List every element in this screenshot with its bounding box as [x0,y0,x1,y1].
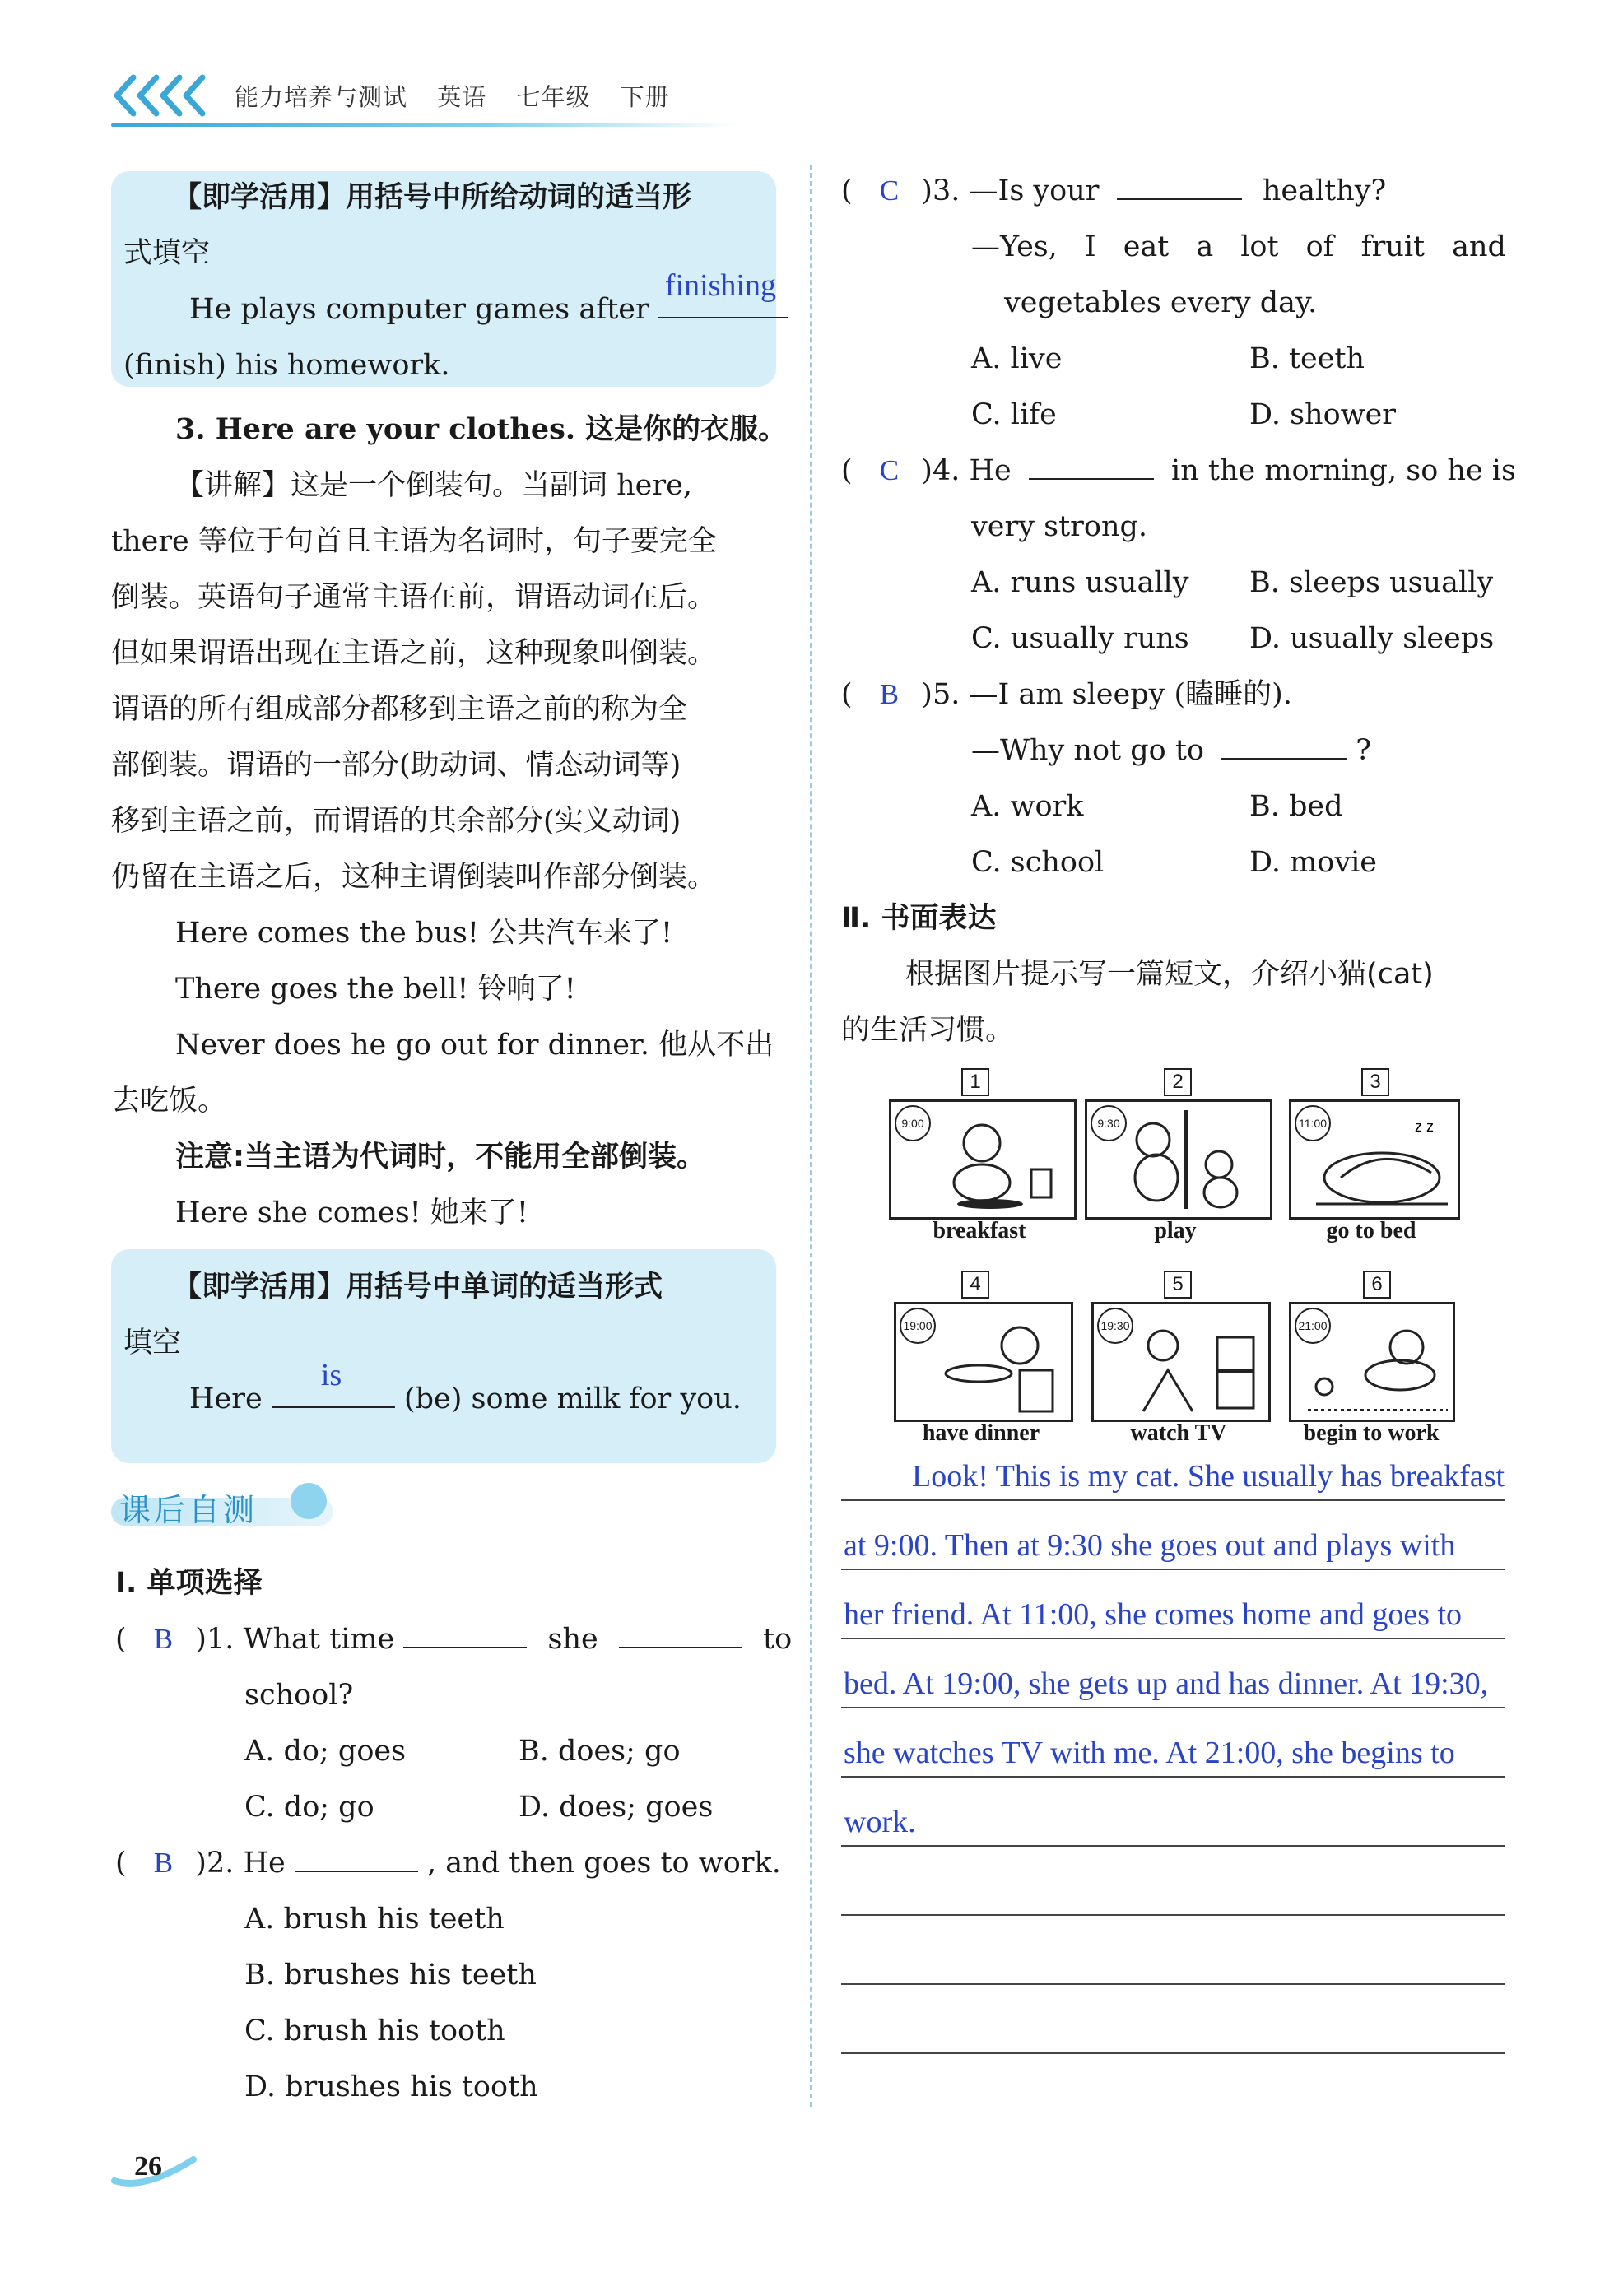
picture-4-number: 4 [961,1271,989,1299]
q5-option-b: B. bed [1249,790,1343,823]
leaf-icon [291,1483,327,1519]
example-2: There goes the bell! 铃响了! [175,973,576,1006]
essay-line-6: work. [844,1805,916,1839]
section2-heading: Ⅱ. 书面表达 [841,902,997,935]
q5-row [841,667,1292,723]
q5-paren-open: ( [841,678,853,711]
picture-2-caption: play [1154,1218,1197,1243]
q1-answer: B [153,1623,174,1655]
box2-sentence [189,1358,742,1427]
q1-paren-open: ( [115,1623,127,1656]
q4-option-b: B. sleeps usually [1249,566,1494,599]
q1-blank-1 [403,1615,527,1648]
page-number-badge [111,2148,202,2194]
q3-stem-b: healthy? [1262,174,1387,207]
q3-w6: of [1305,230,1334,263]
picture-5 [1091,1302,1271,1422]
q4-stem-a: He [969,454,1012,487]
q3-stem-a: —Is your [969,174,1100,207]
q3-num: )3. [921,174,960,207]
q3-w7: fruit [1360,230,1426,263]
header-book: 能力培养与测试 [235,83,408,111]
svg-text:z z: z z [1415,1118,1435,1135]
q4-option-d: D. usually sleeps [1249,622,1495,655]
after-class-banner [111,1480,333,1527]
picture-1-number: 1 [961,1068,989,1096]
page-number: 26 [134,2151,162,2182]
picture-4 [894,1302,1073,1422]
picture-5-tv-icon [1094,1304,1268,1420]
q2-blank [295,1839,418,1872]
writing-line-3 [841,1638,1505,1639]
q3-w8: and [1452,230,1506,263]
picture-6-number: 6 [1363,1271,1391,1299]
q1-option-b: B. does; go [519,1735,681,1768]
explain-heading: 3. Here are your clothes. 这是你的衣服。 [175,412,788,446]
box2-pre: Here [189,1383,263,1415]
picture-1-clock: 9:00 [895,1105,931,1141]
picture-6-caption: begin to work [1303,1420,1440,1446]
q5-option-d: D. movie [1249,846,1378,879]
q2-option-b: B. brushes his teeth [244,1959,537,1992]
q1-option-d: D. does; goes [519,1791,714,1824]
q2-answer: B [153,1847,174,1879]
box2-title: 【即学活用】用括号中单词的适当形式 [173,1271,663,1304]
box1-blank [658,268,788,318]
box1-title-cont: 式填空 [123,237,211,270]
picture-3-clock: 11:00 [1295,1105,1331,1141]
header-title [235,79,670,113]
picture-5-clock: 19:30 [1097,1308,1133,1344]
q5-stem-c: ? [1356,734,1372,767]
q1-option-a: A. do; goes [244,1735,407,1768]
essay-line-5: she watches TV with me. At 21:00, she begins to [844,1736,1455,1770]
picture-5-caption: watch TV [1130,1420,1227,1446]
q1-row [115,1611,793,1667]
picture-4-caption: have dinner [922,1420,1040,1446]
picture-6-cat-mouse-icon [1291,1304,1453,1420]
q4-num: )4. [921,454,960,487]
explain-line-1: 【讲解】这是一个倒装句。当副词 here, [175,469,692,502]
explain-line-7: 移到主语之前，而谓语的其余部分(实义动词) [111,805,681,838]
q4-option-c: C. usually runs [971,622,1189,655]
box2-post: (be) some milk for you. [403,1383,742,1415]
picture-1 [889,1099,1077,1220]
essay-line-2: at 9:00. Then at 9:30 she goes out and plays with [844,1528,1456,1563]
writing-line-6 [841,1845,1505,1847]
q4-blank [1029,447,1154,480]
picture-6 [1289,1302,1455,1422]
essay-line-4: bed. At 19:00, she gets up and has dinner. At 19:30, [844,1666,1489,1701]
writing-line-9 [841,2052,1505,2054]
q1-option-c: C. do; go [244,1791,374,1824]
q2-stem-b: , and then goes to work. [427,1847,781,1880]
section2-prompt: 根据图片提示写一篇短文，介绍小猫(cat) [905,958,1434,991]
picture-6-clock: 21:00 [1295,1308,1331,1344]
q2-option-a: A. brush his teeth [244,1903,505,1936]
writing-line-1 [841,1499,1505,1501]
q5-option-a: A. work [971,790,1084,823]
picture-3-caption: go to bed [1326,1218,1416,1243]
q4-row [841,443,1516,499]
q3-w3: eat [1123,230,1170,263]
header-rule [111,123,737,127]
after-class-label: 课后自测 [119,1492,258,1528]
q1-blank-2 [619,1615,742,1648]
q5-line-2 [971,723,1371,779]
q4-stem-2: very strong. [971,510,1148,543]
q5-stem-a: —I am sleepy (瞌睡的). [969,678,1292,711]
example-3-cont: 去吃饭。 [111,1085,227,1118]
picture-2 [1085,1099,1272,1220]
box1-sentence-end: (finish) his homework. [123,349,450,382]
essay-line-1: Look! This is my cat. She usually has breakfast [912,1459,1505,1494]
q2-num: )2. [195,1847,235,1880]
q3-option-c: C. life [971,398,1057,431]
picture-2-number: 2 [1164,1068,1192,1096]
example-4: Here she comes! 她来了! [175,1197,528,1229]
writing-line-8 [841,1983,1505,1985]
picture-1-cat-icon [891,1102,1074,1217]
header-grade: 七年级 [516,83,591,111]
header-subject: 英语 [437,83,487,111]
box2-blank [272,1358,395,1408]
q4-stem-b: in the morning, so he is [1171,454,1516,487]
writing-line-5 [841,1776,1505,1778]
picture-5-number: 5 [1164,1271,1192,1299]
q3-blank [1117,167,1242,200]
box2-title-cont: 填空 [123,1327,182,1359]
q2-paren-open: ( [115,1847,127,1880]
explain-line-4: 但如果谓语出现在主语之前，这种现象叫倒装。 [111,637,717,670]
q3-answer: C [879,174,900,207]
explain-line-5: 谓语的所有组成部分都移到主语之前的称为全 [111,693,688,726]
q2-option-c: C. brush his tooth [244,2015,505,2047]
writing-line-7 [841,1914,1505,1916]
header-chevrons-icon [109,71,216,123]
q4-paren-open: ( [841,454,853,487]
q1-stem-a: What time [243,1623,395,1656]
q1-stem-2: school? [244,1679,354,1712]
picture-4-clock: 19:00 [900,1308,936,1344]
q3-option-a: A. live [971,342,1063,375]
explain-line-3: 倒装。英语句子通常主语在前，谓语动词在后。 [111,581,717,614]
picture-4-dinner-icon [896,1304,1071,1420]
q5-num: )5. [921,678,960,711]
header-volume: 下册 [620,83,670,111]
q3-w5: lot [1240,230,1279,263]
note: 注意:当主语为代词时，不能用全部倒装。 [175,1141,705,1174]
essay-line-3: her friend. At 11:00, she comes home and goes to [844,1597,1463,1632]
q1-stem-c: to [763,1623,793,1656]
picture-2-clock: 9:30 [1091,1105,1127,1141]
q3-w2: I [1084,230,1096,263]
picture-1-caption: breakfast [933,1218,1026,1243]
explain-line-8: 仍留在主语之后，这种主谓倒装叫作部分倒装。 [111,861,717,894]
writing-line-4 [841,1707,1505,1708]
q4-option-a: A. runs usually [971,566,1189,599]
q3-line-3: vegetables every day. [1004,286,1318,319]
q4-answer: C [879,454,900,486]
q3-line-2 [971,219,1506,275]
q3-paren-open: ( [841,174,853,207]
example-1: Here comes the bus! 公共汽车来了! [175,917,673,950]
section1-heading: Ⅰ. 单项选择 [115,1567,263,1600]
q5-stem-b: —Why not go to [971,734,1204,767]
explain-line-6: 部倒装。谓语的一部分(助动词、情态动词等) [111,749,681,782]
q5-blank [1221,727,1347,760]
box1-answer: finishing [664,268,776,303]
box2-answer: is [320,1358,342,1392]
column-separator [810,165,812,2107]
box1-title: 【即学活用】用括号中所给动词的适当形 [173,181,692,214]
q3-option-d: D. shower [1249,398,1397,431]
picture-3 [1289,1099,1460,1220]
q3-w4: a [1196,230,1214,263]
q1-stem-b: she [547,1623,598,1656]
q2-option-d: D. brushes his tooth [244,2071,538,2103]
picture-2-cats-icon [1087,1102,1270,1217]
writing-line-2 [841,1569,1505,1570]
q2-stem-a: He [243,1847,286,1880]
section2-prompt-cont: 的生活习惯。 [841,1014,1015,1047]
box1-sentence [189,268,788,337]
q3-row [841,163,1386,219]
picture-3-sleeping-cat-icon [1291,1102,1458,1217]
q3-option-b: B. teeth [1249,342,1365,375]
example-3: Never does he go out for dinner. 他从不出 [175,1029,774,1062]
box1-sentence-pre: He plays computer games after [189,293,649,326]
q5-option-c: C. school [971,846,1105,879]
q1-num: )1. [195,1623,235,1656]
explain-line-2: there 等位于句首且主语为名词时，句子要完全 [111,525,717,558]
q2-row [115,1835,781,1891]
picture-3-number: 3 [1361,1068,1389,1096]
q3-w1: —Yes, [971,230,1058,263]
q5-answer: B [879,678,900,710]
